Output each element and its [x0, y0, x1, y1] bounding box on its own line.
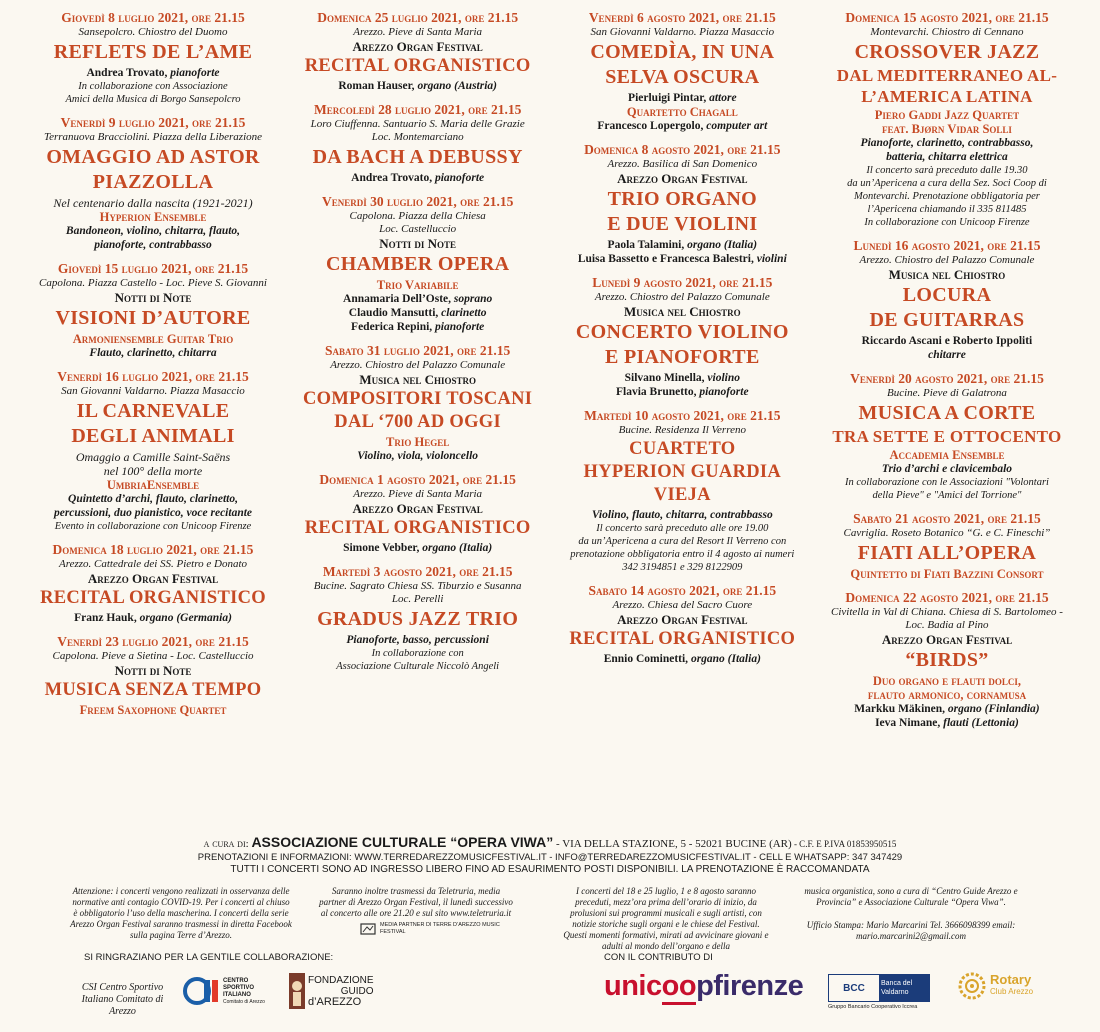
- event-subtitle: nel 100° della morte: [103, 464, 203, 478]
- event-instruments: Trio d’archi e clavicembalo: [881, 463, 1013, 475]
- event-title: GRADUS JAZZ TRIO: [317, 608, 519, 630]
- organ-talks-note: I concerti del 18 e 25 luglio, 1 e 8 agosto saranno preceduti, mezz’ora prima dell’orario di inizio, da prolusioni sui programmi musicali e sugli artisti, con notizie storiche sugli organi e le chiese del Festival. Questi momenti formativi, mirati ad avvicinare giovani e adulti al mondo dell’organo e della: [563, 886, 769, 951]
- event-place: Loro Ciuffenna. Santuario S. Maria delle Grazie: [310, 118, 525, 130]
- event-instruments: Violino, viola, violoncello: [357, 450, 479, 462]
- event-date: Domenica 8 agosto 2021, ore 21.15: [584, 142, 781, 157]
- event-block: [26, 10, 280, 106]
- event-place: Arezzo. Pieve di Santa Maria: [353, 26, 483, 38]
- performer-name: Francesco Lopergolo,: [597, 120, 704, 132]
- program-column: [555, 10, 809, 820]
- event-note: In collaborazione con le Associazioni "Volontari: [844, 477, 1049, 488]
- association-address: - VIA DELLA STAZIONE, 5 - 52021 BUCINE (AR): [553, 838, 792, 850]
- event-instruments: Pianoforte, clarinetto, contrabbasso,: [860, 137, 1034, 149]
- performer-name: Simone Vebber,: [343, 542, 420, 554]
- event-note: Evento in collaborazione con Unicoop Firenze: [54, 521, 252, 532]
- event-performer: [555, 238, 809, 252]
- event-title-secondary: DAL MEDITERRANEO AL-: [836, 66, 1058, 85]
- event-series: Arezzo Organ Festival: [352, 39, 483, 54]
- performer-role: flauti (Lettonia): [940, 717, 1019, 729]
- event-date: Domenica 15 agosto 2021, ore 21.15: [845, 10, 1049, 25]
- event-ensemble: Quartetto Chagall: [626, 105, 738, 119]
- event-place: Capolona. Pieve a Sietina - Loc. Castelluccio: [52, 650, 254, 662]
- event-date: Venerdì 20 agosto 2021, ore 21.15: [850, 371, 1044, 386]
- performer-name: Markku Mäkinen,: [854, 703, 946, 715]
- event-place: Arezzo. Pieve di Santa Maria: [353, 488, 483, 500]
- event-place: Arezzo. Chiostro del Palazzo Comunale: [859, 254, 1035, 266]
- performer-name: Silvano Minella,: [624, 372, 705, 384]
- event-date: Lunedì 16 agosto 2021, ore 21.15: [853, 238, 1041, 253]
- event-block: [291, 10, 545, 93]
- event-note: prenotazione obbligatoria entro il 4 agosto ai numeri: [570, 549, 795, 560]
- event-title: SELVA OSCURA: [605, 66, 760, 88]
- event-place: Bucine. Residenza Il Verreno: [618, 424, 746, 436]
- performer-role: organo (Finlandia): [945, 703, 1040, 715]
- event-title-secondary: TRA SETTE E OTTOCENTO: [832, 427, 1062, 446]
- event-title: CONCERTO VIOLINO: [575, 321, 789, 343]
- event-date: Domenica 1 agosto 2021, ore 21.15: [319, 472, 516, 487]
- csi-text: CSI Centro Sportivo Italiano Comitato di Arezzo: [81, 982, 164, 1017]
- event-title: CUARTETO: [629, 439, 736, 459]
- event-title: FIATI ALL’OPERA: [857, 542, 1037, 564]
- event-instruments: batteria, chitarra elettrica: [886, 151, 1008, 163]
- event-date: Giovedì 15 luglio 2021, ore 21.15: [57, 261, 249, 276]
- event-instruments: pianoforte, contrabbasso: [94, 239, 212, 251]
- rotary-name: Rotary: [990, 972, 1032, 987]
- performer-role: organo (Germania): [136, 612, 232, 624]
- performer-name: Luisa Bassetto e Francesca Balestri,: [577, 253, 754, 265]
- performer-role: pianoforte: [432, 321, 485, 333]
- free-entry-info: TUTTI I CONCERTI SONO AD INGRESSO LIBERO FINO AD ESAURIMENTO POSTI DISPONIBILI. LA PRENOTAZIONE È RACCOMANDATA: [230, 864, 870, 875]
- event-place: San Giovanni Valdarno. Piazza Masaccio: [590, 26, 775, 38]
- event-date: Sabato 14 agosto 2021, ore 21.15: [588, 583, 777, 598]
- performer-role: violini: [753, 253, 787, 265]
- bcc-mark: BCC: [843, 982, 865, 994]
- csi-logo: [182, 976, 265, 1006]
- program-column: [291, 10, 545, 820]
- event-block: [820, 590, 1074, 730]
- event-note: In collaborazione con: [371, 648, 464, 659]
- event-block: [555, 583, 809, 666]
- performer-role: violino: [704, 372, 740, 384]
- event-date: Sabato 21 agosto 2021, ore 21.15: [853, 511, 1041, 526]
- event-place: Civitella in Val di Chiana. Chiesa di S. Bartolomeo -: [831, 606, 1063, 618]
- event-title-secondary: L’AMERICA LATINA: [861, 87, 1033, 106]
- performer-name: Federica Repini,: [351, 321, 433, 333]
- event-performer: [820, 334, 1074, 348]
- performer-name: Ieva Nimane,: [875, 717, 941, 729]
- event-instruments: Quintetto d’archi, flauto, clarinetto,: [68, 493, 238, 505]
- event-date: Sabato 31 luglio 2021, ore 21.15: [324, 343, 511, 358]
- event-note: da un’Apericena a cura della Sez. Soci Coop di: [847, 178, 1047, 189]
- event-title: DE GUITARRAS: [869, 309, 1025, 331]
- event-title: IL CARNEVALE: [76, 400, 230, 422]
- performer-role: pianoforte: [432, 172, 485, 184]
- bcc-sub: Gruppo Bancario Cooperativo Iccrea: [828, 1004, 918, 1010]
- event-place: Arezzo. Chiesa del Sacro Cuore: [612, 599, 753, 611]
- event-title: RECITAL ORGANISTICO: [569, 629, 796, 649]
- performer-name: Ennio Cominetti,: [603, 653, 689, 665]
- event-note: Il concerto sarà preceduto dalle 19.30: [866, 165, 1028, 176]
- event-block: [26, 369, 280, 533]
- event-place: Bucine. Pieve di Galatrona: [886, 387, 1007, 399]
- event-title: VISIONI D’AUTORE: [55, 307, 251, 329]
- unicoop-logo: [604, 970, 803, 1003]
- event-block: [26, 634, 280, 717]
- event-title: RECITAL ORGANISTICO: [40, 588, 266, 608]
- event-place: Sansepolcro. Chiostro del Duomo: [78, 26, 228, 38]
- event-subtitle: Omaggio a Camille Saint-Saëns: [75, 450, 231, 464]
- event-ensemble: Piero Gaddi Jazz Quartet: [874, 108, 1020, 122]
- event-performer: [555, 252, 809, 266]
- rotary-sub: Club Arezzo: [990, 987, 1034, 996]
- performer-name: Roman Hauser,: [338, 80, 415, 92]
- performer-role: computer art: [703, 120, 768, 132]
- performer-role: pianoforte: [167, 67, 220, 79]
- event-date: Lunedì 9 agosto 2021, ore 21.15: [592, 275, 773, 290]
- csi-logo-sub: Comitato di Arezzo: [223, 998, 265, 1005]
- event-date: Domenica 25 luglio 2021, ore 21.15: [317, 10, 519, 25]
- event-place: Bucine. Sagrato Chiesa SS. Tiburzio e Susanna: [313, 580, 522, 592]
- event-place: San Giovanni Valdarno. Piazza Masaccio: [61, 385, 245, 397]
- event-date: Mercoledì 28 luglio 2021, ore 21.15: [313, 102, 522, 117]
- event-block: [26, 115, 280, 252]
- event-block: [820, 238, 1074, 362]
- performer-name: Annamaria Dell’Oste,: [343, 293, 452, 305]
- event-place: Capolona. Piazza della Chiesa: [349, 210, 486, 222]
- event-block: [820, 371, 1074, 502]
- organ-talks-note-cont: musica organistica, sono a cura di “Centro Guide Arezzo e Provincia” e Associazione Culturale “Opera Viwa”.: [804, 886, 1018, 907]
- event-title: “BIRDS”: [905, 649, 989, 671]
- event-performer: [291, 320, 545, 334]
- event-performer: [820, 702, 1074, 716]
- event-block: [291, 564, 545, 673]
- event-date: Martedì 10 agosto 2021, ore 21.15: [584, 408, 781, 423]
- event-title: TRIO ORGANO: [607, 188, 758, 210]
- booking-info: PRENOTAZIONI E INFORMAZIONI: WWW.TERREDAREZZOMUSICFESTIVAL.IT - INFO@TERREDAREZZOMUSICFESTIVAL.IT - CELL E WHATSAPP: 347 347429: [197, 852, 903, 863]
- organizer-line: [0, 834, 1100, 850]
- event-instruments: chitarre: [928, 349, 966, 361]
- media-partner-text: MEDIA PARTNER DI TERRE D’AREZZO MUSIC FESTIVAL: [380, 922, 500, 935]
- event-block: [820, 511, 1074, 581]
- event-performer: [26, 611, 280, 625]
- event-date: Venerdì 6 agosto 2021, ore 21.15: [588, 10, 776, 25]
- event-block: [820, 10, 1074, 229]
- performer-role: soprano: [451, 293, 493, 305]
- event-note: Montevarchi. Prenotazione obbligatoria per: [854, 191, 1040, 202]
- performer-name: Riccardo Ascani e Roberto Ippoliti: [861, 335, 1033, 347]
- event-ensemble: UmbriaEnsemble: [106, 478, 200, 492]
- event-note: della Pieve" e "Amici del Torrione": [872, 490, 1022, 501]
- event-title: DAL ‘700 AD OGGI: [334, 412, 501, 432]
- performer-role: organo (Austria): [414, 80, 497, 92]
- event-performer: [555, 385, 809, 399]
- event-place: Loc. Badia al Pino: [905, 619, 989, 631]
- event-title: HYPERION GUARDIA: [583, 462, 782, 482]
- event-block: [291, 343, 545, 463]
- event-ensemble: Freem Saxophone Quartet: [79, 703, 227, 717]
- event-date: Domenica 22 agosto 2021, ore 21.15: [845, 590, 1049, 605]
- event-title: MUSICA A CORTE: [858, 402, 1036, 424]
- program-columns: [26, 10, 1074, 820]
- event-date: Venerdì 16 luglio 2021, ore 21.15: [57, 369, 249, 384]
- event-series: Notti di Note: [379, 236, 457, 251]
- performer-name: Claudio Mansutti,: [348, 307, 439, 319]
- fondazione-icon: [288, 972, 306, 1010]
- event-title: MUSICA SENZA TEMPO: [44, 680, 262, 700]
- event-title: CHAMBER OPERA: [325, 253, 510, 275]
- fondazione-line3: d’AREZZO: [308, 995, 362, 1008]
- event-block: [555, 408, 809, 574]
- event-title: COMPOSITORI TOSCANI: [303, 389, 533, 409]
- event-title: REFLETS DE L’AME: [53, 41, 253, 63]
- event-series: Arezzo Organ Festival: [352, 501, 483, 516]
- performer-name: Flavia Brunetto,: [616, 386, 697, 398]
- event-series: Arezzo Organ Festival: [881, 632, 1013, 647]
- performer-name: Franz Hauk,: [74, 612, 137, 624]
- event-performer: [291, 306, 545, 320]
- performer-role: pianoforte: [696, 386, 749, 398]
- contribution-label: CON IL CONTRIBUTO DI: [604, 952, 713, 963]
- event-performer: [820, 716, 1074, 730]
- event-title: OMAGGIO AD ASTOR: [46, 146, 260, 168]
- thanks-label: SI RINGRAZIANO PER LA GENTILE COLLABORAZIONE:: [84, 952, 334, 963]
- unicoop-part2: pfirenze: [696, 970, 804, 1002]
- event-place: Loc. Perelli: [391, 593, 444, 605]
- performer-role: clarinetto: [438, 307, 487, 319]
- program-column: [26, 10, 280, 820]
- unicoop-coop: oo: [662, 970, 696, 1005]
- fondazione-line1: FONDAZIONE: [308, 974, 374, 986]
- performer-role: organo (Italia): [684, 239, 758, 251]
- csi-logo-icon: [182, 976, 220, 1006]
- event-block: [555, 275, 809, 399]
- event-ensemble: Accademia Ensemble: [889, 448, 1005, 462]
- event-ensemble: Quintetto di Fiati Bazzini Consort: [850, 567, 1044, 581]
- curated-prefix: a cura di:: [203, 838, 249, 850]
- performer-role: organo (Italia): [688, 653, 761, 665]
- event-note: da un’Apericena a cura del Resort Il Verreno con: [578, 536, 787, 547]
- event-series: Musica nel Chiostro: [359, 372, 476, 387]
- event-title: DEGLI ANIMALI: [71, 425, 235, 447]
- event-place: Terranuova Bracciolini. Piazza della Liberazione: [43, 131, 263, 143]
- event-ensemble: Armoniensemble Guitar Trio: [72, 332, 234, 346]
- rotary-wheel-icon: [958, 972, 986, 1000]
- fondazione-line2: GUIDO: [340, 985, 374, 997]
- event-place: Arezzo. Basilica di San Domenico: [607, 158, 758, 170]
- event-title: CROSSOVER JAZZ: [854, 41, 1040, 63]
- performer-name: Andrea Trovato,: [351, 172, 433, 184]
- event-place: Loc. Montemarciano: [371, 131, 464, 143]
- event-ensemble: flauto armonico, cornamusa: [867, 688, 1027, 702]
- covid-note: Attenzione: i concerti vengono realizzati in osservanza delle normative anti contagio COVID-19. Per i concerti al chiuso è obbligatorio l’uso della mascherina. I concerti della serie Arezzo Organ Festival saranno trasmessi in diretta Facebook sulla pagina Terre d’Arezzo.: [70, 886, 292, 940]
- program-column: [820, 10, 1074, 820]
- event-place: Arezzo. Cattedrale dei SS. Pietro e Donato: [59, 558, 247, 570]
- event-block: [291, 472, 545, 555]
- event-note: Amici della Musica di Borgo Sansepolcro: [65, 94, 241, 105]
- event-instruments: Violino, flauto, chitarra, contrabbasso: [591, 509, 773, 521]
- tax-code: - C.F. E P.IVA 01853950515: [791, 839, 897, 849]
- event-performer: [555, 371, 809, 385]
- event-title: VIEJA: [653, 485, 711, 505]
- event-block: [26, 261, 280, 360]
- event-title: COMEDÌA, IN UNA: [590, 41, 775, 63]
- event-note: In collaborazione con Unicoop Firenze: [864, 217, 1030, 228]
- event-ensemble: feat. Bjørn Vidar Solli: [882, 122, 1012, 136]
- event-performer: [291, 171, 545, 185]
- performer-role: organo (Italia): [419, 542, 493, 554]
- event-note: Associazione Culturale Niccolò Angeli: [336, 661, 500, 672]
- association-name: ASSOCIAZIONE CULTURALE “OPERA VIWA”: [251, 834, 554, 850]
- event-place: Arezzo. Chiostro del Palazzo Comunale: [330, 359, 506, 371]
- performer-name: Pierluigi Pintar,: [628, 92, 707, 104]
- event-title: PIAZZOLLA: [92, 171, 214, 193]
- media-partner-icon: [360, 922, 376, 936]
- event-block: [291, 102, 545, 185]
- event-title: RECITAL ORGANISTICO: [304, 518, 531, 538]
- event-note: Il concerto sarà preceduto alle ore 19.00: [596, 523, 769, 534]
- performer-name: Andrea Trovato,: [86, 67, 168, 79]
- unicoop-part1: unic: [604, 970, 662, 1002]
- event-note: 342 3194851 e 329 8122909: [622, 562, 743, 573]
- event-instruments: Pianoforte, basso, percussioni: [346, 634, 489, 646]
- event-block: [555, 10, 809, 133]
- event-title: LOCURA: [902, 284, 992, 306]
- bcc-line2: Valdarno: [881, 989, 909, 996]
- press-office: Ufficio Stampa: Mario Marcarini Tel. 3666098399 email: mario.marcarini2@gmail.com: [806, 920, 1016, 941]
- event-title: E DUE VIOLINI: [607, 213, 758, 235]
- event-place: Arezzo. Chiostro del Palazzo Comunale: [594, 291, 770, 303]
- event-instruments: Flauto, clarinetto, chitarra: [89, 347, 217, 359]
- event-note: In collaborazione con Associazione: [78, 81, 228, 92]
- performer-name: Paola Talamini,: [607, 239, 685, 251]
- event-series: Arezzo Organ Festival: [617, 171, 748, 186]
- event-title: RECITAL ORGANISTICO: [304, 56, 531, 76]
- event-instruments: Bandoneon, violino, chitarra, flauto,: [65, 225, 241, 237]
- teletruria-note: Saranno inoltre trasmessi da Teletruria, media partner di Arezzo Organ Festival, il lunedì successivo al concerto alle ore 21.20 e sul sito www.teletruria.it: [319, 886, 513, 918]
- event-series: Musica nel Chiostro: [888, 267, 1006, 282]
- event-ensemble: Trio Hegel: [386, 435, 450, 449]
- event-performer: [291, 79, 545, 93]
- event-performer: [555, 652, 809, 666]
- performer-role: attore: [706, 92, 737, 104]
- event-date: Domenica 18 luglio 2021, ore 21.15: [52, 542, 254, 557]
- event-performer: [555, 119, 809, 133]
- event-block: [291, 194, 545, 334]
- fondazione-logo: [288, 972, 374, 1010]
- event-date: Venerdì 30 luglio 2021, ore 21.15: [321, 194, 514, 209]
- event-series: Arezzo Organ Festival: [87, 571, 219, 586]
- event-note: l’Apericena chiamando il 335 811485: [867, 204, 1027, 215]
- csi-logo-text: CENTRO SPORTIVO ITALIANO: [223, 977, 255, 998]
- bcc-logo: [828, 974, 930, 1010]
- event-place: Loc. Castelluccio: [379, 223, 457, 235]
- event-subtitle: Nel centenario dalla nascita (1921-2021): [53, 196, 253, 210]
- event-ensemble: Trio Variabile: [376, 278, 459, 292]
- bcc-line1: Banca del: [881, 980, 913, 987]
- event-block: [26, 542, 280, 625]
- event-instruments: percussioni, duo pianistico, voce recitante: [53, 507, 253, 519]
- rotary-logo: [958, 972, 1033, 1000]
- event-performer: [291, 292, 545, 306]
- event-performer: [555, 91, 809, 105]
- event-series: Notti di Note: [114, 290, 192, 305]
- event-date: Giovedì 8 luglio 2021, ore 21.15: [61, 10, 245, 25]
- event-series: Arezzo Organ Festival: [617, 612, 748, 627]
- event-performer: [291, 541, 545, 555]
- event-date: Venerdì 23 luglio 2021, ore 21.15: [57, 634, 249, 649]
- event-performer: [26, 66, 280, 80]
- event-block: [555, 142, 809, 266]
- event-series: Notti di Note: [114, 663, 192, 678]
- event-date: Venerdì 9 luglio 2021, ore 21.15: [60, 115, 246, 130]
- event-ensemble: Hyperion Ensemble: [99, 210, 207, 224]
- event-ensemble: Duo organo e flauti dolci,: [872, 674, 1022, 688]
- event-date: Martedì 3 agosto 2021, ore 21.15: [322, 564, 513, 579]
- event-place: Cavriglia. Roseto Botanico “G. e C. Fineschi”: [843, 527, 1051, 539]
- event-place: Montevarchi. Chiostro di Cennano: [870, 26, 1024, 38]
- event-place: Capolona. Piazza Castello - Loc. Pieve S. Giovanni: [39, 277, 267, 289]
- media-partner: [360, 922, 500, 936]
- event-series: Musica nel Chiostro: [623, 304, 741, 319]
- event-title: DA BACH A DEBUSSY: [312, 146, 523, 168]
- footer: [0, 834, 1100, 1017]
- event-title: E PIANOFORTE: [605, 346, 760, 368]
